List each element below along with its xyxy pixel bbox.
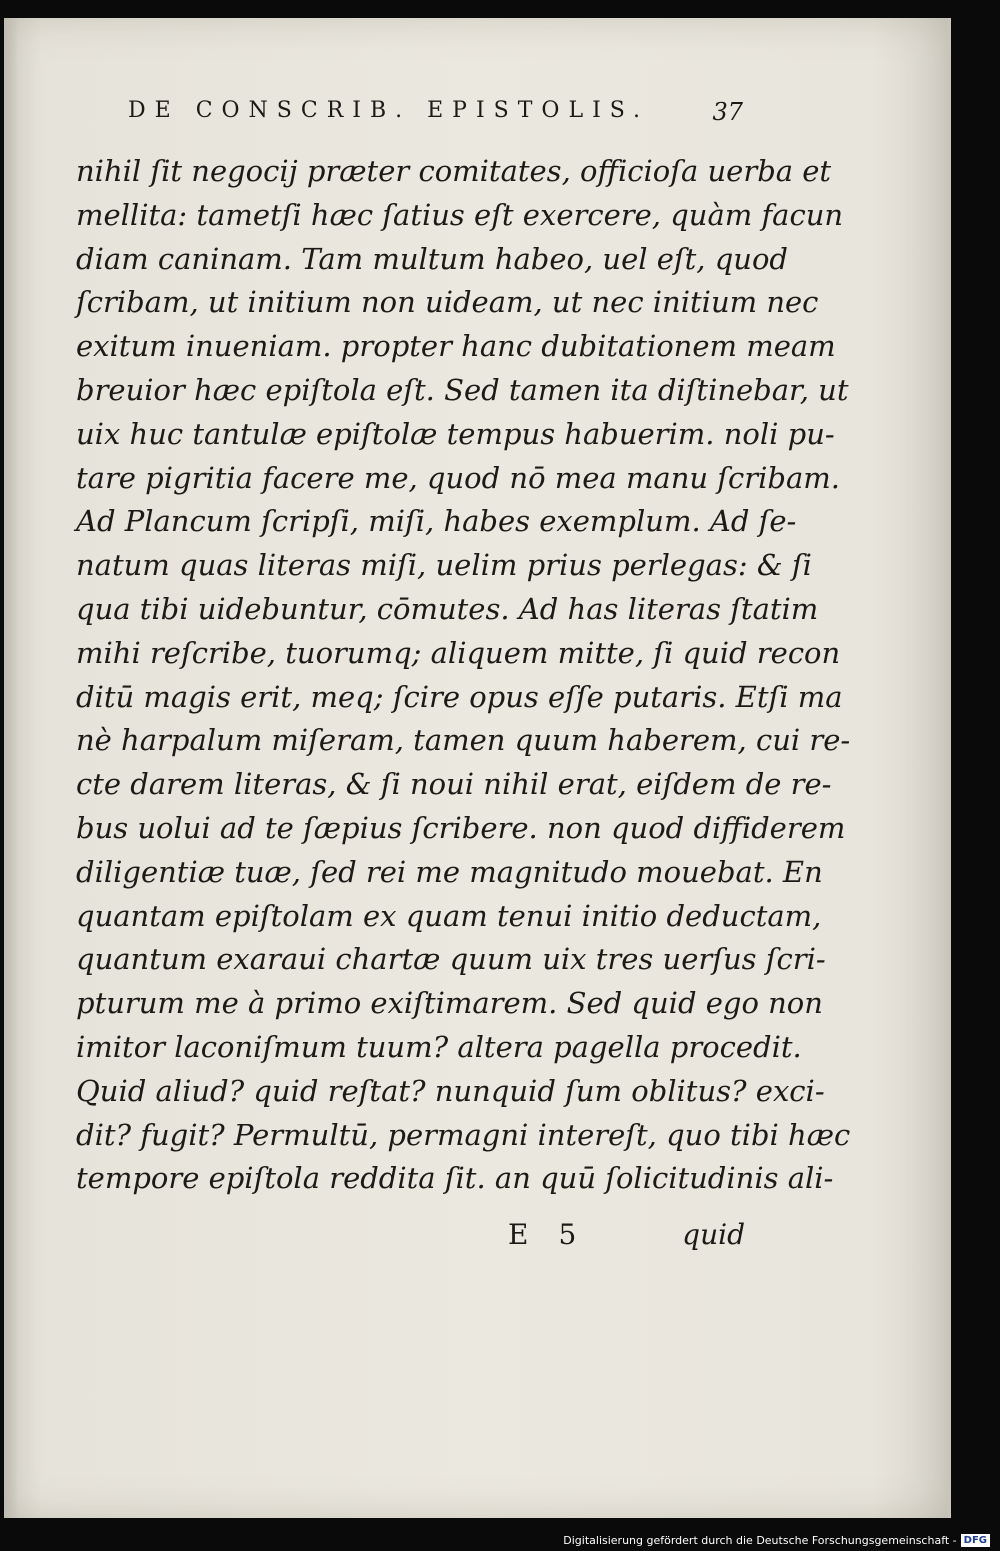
body-text (76, 150, 851, 1201)
text-line: nè harpalum miſeram, tamen quum haberem, cui re- (76, 723, 851, 758)
text-line: breuior hæc epiſtola eſt. Sed tamen ita diſtinebar, ut (76, 372, 849, 407)
dfg-logo-icon: DFG (961, 1534, 990, 1547)
signature-mark: E (508, 1218, 529, 1251)
text-line: Ad Plancum ſcripſi, miſi, habes exemplum. Ad ſe- (76, 504, 797, 539)
text-line: pturum me à primo exiſtimarem. Sed quid ego non (76, 986, 823, 1021)
catchword: quid (682, 1218, 745, 1251)
running-header (128, 98, 743, 126)
text-line: tempore epiſtola reddita ſit. an quū ſolicitudinis ali- (76, 1161, 834, 1196)
text-line: exitum inueniam. propter hanc dubitationem meam (76, 329, 836, 364)
signature-line (500, 1218, 745, 1251)
text-line: nihil ſit negocij præter comitates, officioſa uerba et (76, 154, 832, 188)
text-line: natum quas literas miſi, uelim prius perlegas: & ſi (76, 548, 812, 583)
text-line: ſcribam, ut initium non uideam, ut nec initium nec (76, 285, 819, 320)
text-line: quantam epiſtolam ex quam tenui initio deductam, (76, 898, 822, 933)
digitization-credit (563, 1534, 990, 1547)
text-line: dit? fugit? Permultū, permagni intereſt, quo tibi hæc (76, 1117, 851, 1152)
text-line: diam caninam. Tam multum habeo, uel eſt, quod (76, 241, 789, 276)
text-line: mihi reſcribe, tuorumq; aliquem mitte, ſi quid recon (76, 635, 841, 670)
signature-number: 5 (558, 1218, 577, 1251)
text-line: tare pigritia facere me, quod nō mea manu ſcribam. (76, 460, 840, 495)
running-title: DE CONSCRIB. EPISTOLIS. (128, 98, 650, 123)
text-line: diligentiæ tuæ, ſed rei me magnitudo mouebat. En (76, 854, 823, 889)
text-line: ditū magis erit, meq; ſcire opus eſſe putaris. Etſi ma (76, 679, 843, 714)
text-line: imitor laconiſmum tuum? altera pagella procedit. (76, 1029, 802, 1064)
text-line: quantum exaraui chartæ quum uix tres uerſus ſcri- (76, 942, 826, 977)
text-line: Quid aliud? quid reſtat? nunquid ſum oblitus? exci- (76, 1073, 825, 1108)
page-gutter-shadow (4, 18, 18, 1518)
text-line: qua tibi uidebuntur, cōmutes. Ad has literas ſtatim (76, 591, 819, 626)
text-line: cte darem literas, & ſi noui nihil erat, eiſdem de re- (76, 767, 832, 802)
page-number: 37 (712, 98, 743, 126)
text-line: uix huc tantulæ epiſtolæ tempus habuerim. noli pu- (76, 416, 835, 451)
text-line: mellita: tametſi hæc ſatius eſt exercere, quàm facun (76, 197, 844, 232)
credit-text: Digitalisierung gefördert durch die Deutsche Forschungsgemeinschaft - (563, 1534, 957, 1547)
text-line: bus uolui ad te ſæpius ſcribere. non quod diffiderem (76, 810, 846, 845)
